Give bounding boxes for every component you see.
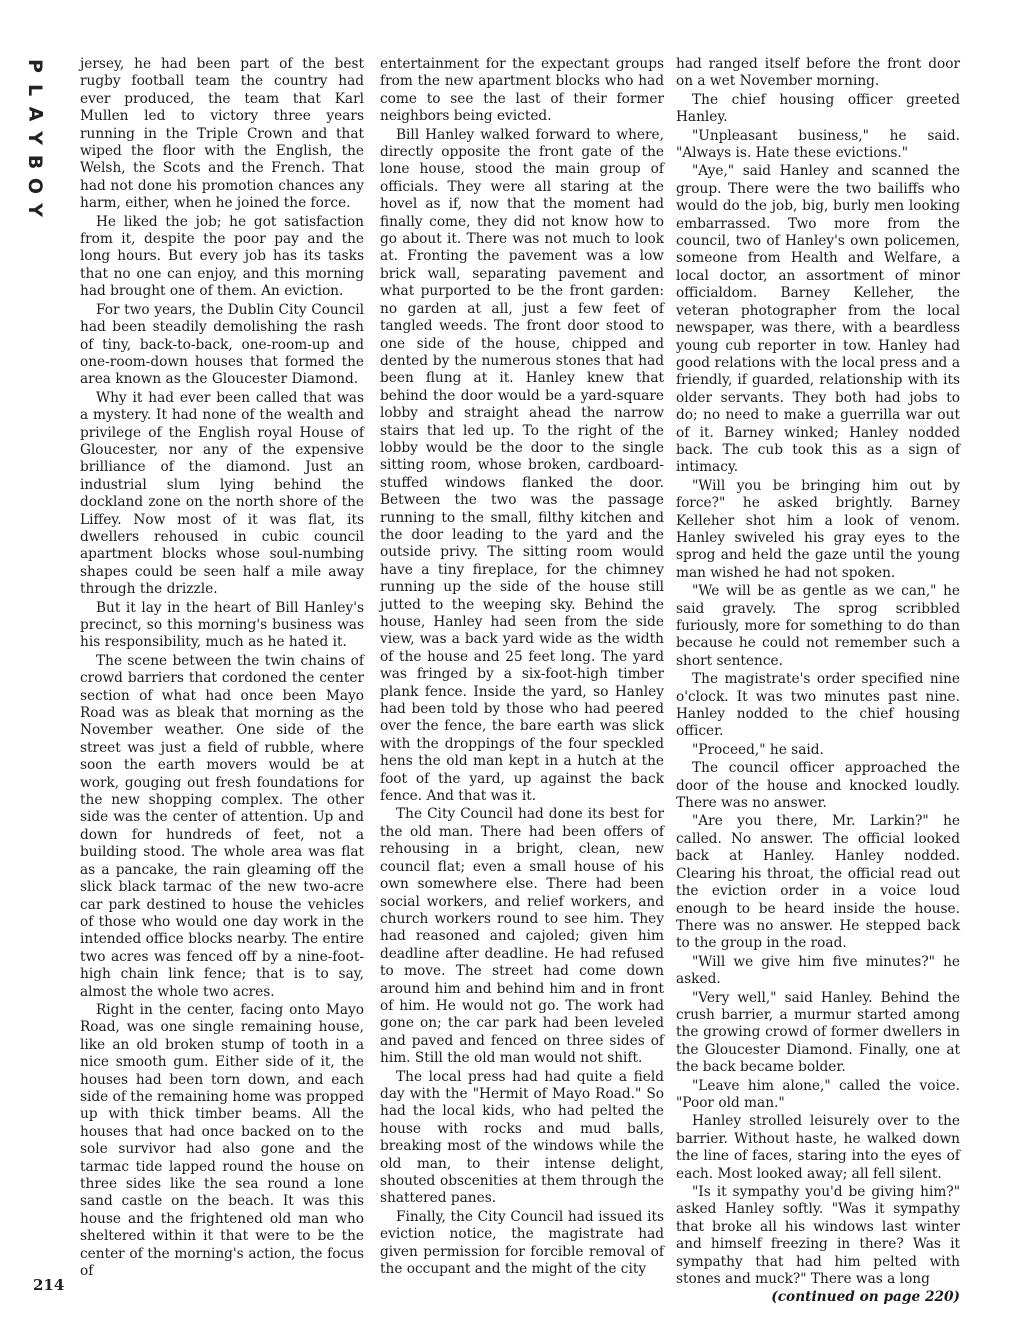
paragraph: But it lay in the heart of Bill Hanley's precinct, so this morning's business was his responsibility, much as he hated it. <box>80 599 364 651</box>
paragraph: Right in the center, facing onto Mayo Road, was one single remaining house, like an old broken stump of tooth in a nice smooth gum. Either side of it, the houses had been torn down, and each side of the remaining home was propped up with thick timber beams. All the houses that had once backed on to the sole survivor had also gone and the tarmac tide lapped round the house on three sides like the sea round a lone sand castle on the beach. It was this house and the frightened old man who sheltered within it that were to be the center of the morning's action, the focus of <box>80 1001 364 1280</box>
paragraph: Bill Hanley walked forward to where, directly opposite the front gate of the lone house, stood the main group of officials. They were all staring at the hovel as if, now that the moment had finally come, they did not know how to go about it. There was not much to look at. Fronting the pavement was a low brick wall, separating pavement and what purported to be the front garden: no garden at all, just a few feet of tangled weeds. The front door stood to one side of the house, chipped and dented by the numerous stones that had been flung at it. Hanley knew that behind the door would be a yard-square lobby and straight ahead the narrow stairs that led up. To the right of the lobby would be the door to the single sitting room, whose broken, cardboard-stuffed windows flanked the door. Between the two was the passage running to the small, filthy kitchen and the door leading to the yard and the outside privy. The sitting room would have a tiny fireplace, for the chimney running up the side of the house still jutted to the weeping sky. Behind the house, Hanley had seen from the side view, was a back yard wide as the width of the house and 25 feet long. The yard was fringed by a six-foot-high timber plank fence. Inside the yard, so Hanley had been told by those who had peered over the fence, the bare earth was slick with the droppings of the four speckled hens the old man kept in a hutch at the foot of the yard, up against the back fence. And that was it. <box>380 126 664 805</box>
paragraph: "Will you be bringing him out by force?" he asked brightly. Barney Kelleher shot him a look of venom. Hanley swiveled his gray eyes to the sprog and held the gaze until the young man wished he had not spoken. <box>676 477 960 581</box>
paragraph: jersey, he had been part of the best rugby football team the country had ever produced, the team that Karl Mullen led to victory three years running in the Triple Crown and that wiped the floor with the English, the Welsh, the Scots and the French. That had not done his promotion chances any harm, either, when he joined the force. <box>80 56 364 212</box>
continued-note: (continued on page 220) <box>771 1289 960 1306</box>
masthead-letter: A <box>24 106 46 122</box>
paragraph: had ranged itself before the front door on a wet November morning. <box>676 56 960 90</box>
masthead-letter: L <box>23 83 46 97</box>
masthead-letter: Y <box>23 203 46 217</box>
paragraph: "Proceed," he said. <box>692 741 824 758</box>
paragraph: The chief housing officer greeted Hanley. <box>676 91 960 126</box>
masthead-letter: Y <box>23 131 46 145</box>
paragraph: He liked the job; he got satisfaction from it, despite the poor pay and the long hours. But every job has its tasks that no one can enjoy, and this morning had brought one of them. An eviction. <box>80 213 364 300</box>
text-column-1 <box>80 56 364 1296</box>
paragraph: "Aye," said Hanley and scanned the group. There were the two bailiffs who would do the job, big, burly men looking embarrassed. Two more from the council, two of Hanley's own policemen, someone from Health and Welfare, a local doctor, an assortment of minor officialdom. Barney Kelleher, the veteran photographer from the local newspaper, was there, with a beardless young cub reporter in tow. Hanley had good relations with the local press and a friendly, if guarded, relationship with its older servants. They both had jobs to do; no need to make a guerrilla war out of it. Barney winked; Hanley nodded back. The cub took this as a sign of intimacy. <box>676 163 960 476</box>
paragraph: Why it had ever been called that was a mystery. It had none of the wealth and privilege of the English royal House of Gloucester, nor any of the expensive brilliance of the diamond. Just an industrial slum lying behind the dockland zone on the north shore of the Liffey. Now most of it was flat, its dwellers rehoused in cubic council apartment blocks whose soul-numbing shapes could be seen half a mile away through the drizzle. <box>80 389 364 598</box>
masthead-letter: P <box>24 59 46 73</box>
paragraph: The local press had had quite a field day with the "Hermit of Mayo Road." So had the local kids, who had pelted the house with rocks and mud balls, breaking most of the windows while the old man, to their intense delight, shouted obscenities at them through the shattered panes. <box>380 1068 664 1207</box>
paragraph: The City Council had done its best for the old man. There had been offers of rehousing in a bright, clean, new council flat; even a small house of his own somewhere else. There had been social workers, and relief workers, and church workers round to see him. They had reasoned and cajoled; given him deadline after deadline. He had refused to move. The street had come down around him and behind him and in front of him. He would not go. The work had gone on; the car park had been leveled and paved and fenced on three sides of him. Still the old man would not shift. <box>380 806 664 1067</box>
paragraph: Finally, the City Council had issued its eviction notice, the magistrate had given permission for forcible removal of the occupant and the might of the city <box>380 1208 664 1278</box>
text-column-3 <box>676 56 960 1306</box>
paragraph: The scene between the twin chains of crowd barriers that cordoned the center section of what had once been Mayo Road was as bleak that morning as the November weather. One side of the street was just a field of rubble, where soon the earth movers would be at work, gouging out fresh foundations for the new shopping complex. The other side was the center of attention. Up and down for hundreds of feet, not a building stood. The whole area was flat as a pancake, the rain gleaming off the slick black tarmac of the new two-acre car park destined to house the vehicles of those who would one day work in the intended office blocks nearby. The entire two acres was fenced off by a nine-foot-high chain link fence; that is to say, almost the whole two acres. <box>80 652 364 1000</box>
paragraph: "Is it sympathy you'd be giving him?" asked Hanley softly. "Was it sympathy that broke all his windows last winter and himself freezing in there? Was it sympathy that had him pelted with stones and muck?" There was a long <box>676 1184 960 1288</box>
paragraph: "Will we give him five minutes?" he asked. <box>676 953 960 988</box>
paragraph: The council officer approached the door of the house and knocked loudly. There was no answer. <box>676 760 960 812</box>
paragraph: entertainment for the expectant groups from the new apartment blocks who had come to see the last of their former neighbors being evicted. <box>380 56 664 125</box>
masthead-letter: O <box>24 177 46 195</box>
paragraph: "Very well," said Hanley. Behind the crush barrier, a murmur started among the growing crowd of former dwellers in the Gloucester Diamond. Finally, one at the back became bolder. <box>676 989 960 1076</box>
paragraph: "Leave him alone," called the voice. "Poor old man." <box>676 1077 960 1111</box>
paragraph: "We will be as gentle as we can," he said gravely. The sprog scribbled furiously, more for something to do than because he could not remember such a short sentence. <box>676 583 960 669</box>
page-number: 214 <box>33 1276 65 1294</box>
masthead-letter: B <box>23 154 46 170</box>
paragraph: Hanley strolled leisurely over to the barrier. Without haste, he walked down the line of faces, staring into the eyes of each. Most looked away; all fell silent. <box>676 1113 960 1182</box>
paragraph: "Are you there, Mr. Larkin?" he called. No answer. The official looked back at Hanley. Hanley nodded. Clearing his throat, the official read out the eviction order in a voice loud enough to be heard inside the house. There was no answer. He stepped back to the group in the road. <box>676 813 960 952</box>
text-column-2 <box>380 56 664 1296</box>
magazine-masthead <box>20 54 50 334</box>
paragraph: "Unpleasant business," he said. "Always is. Hate these evictions." <box>676 127 960 162</box>
paragraph: For two years, the Dublin City Council had been steadily demolishing the rash of tiny, back-to-back, one-room-up and one-room-down houses that formed the area known as the Gloucester Diamond. <box>80 301 364 388</box>
paragraph: The magistrate's order specified nine o'clock. It was two minutes past nine. Hanley nodded to the chief housing officer. <box>676 671 960 740</box>
